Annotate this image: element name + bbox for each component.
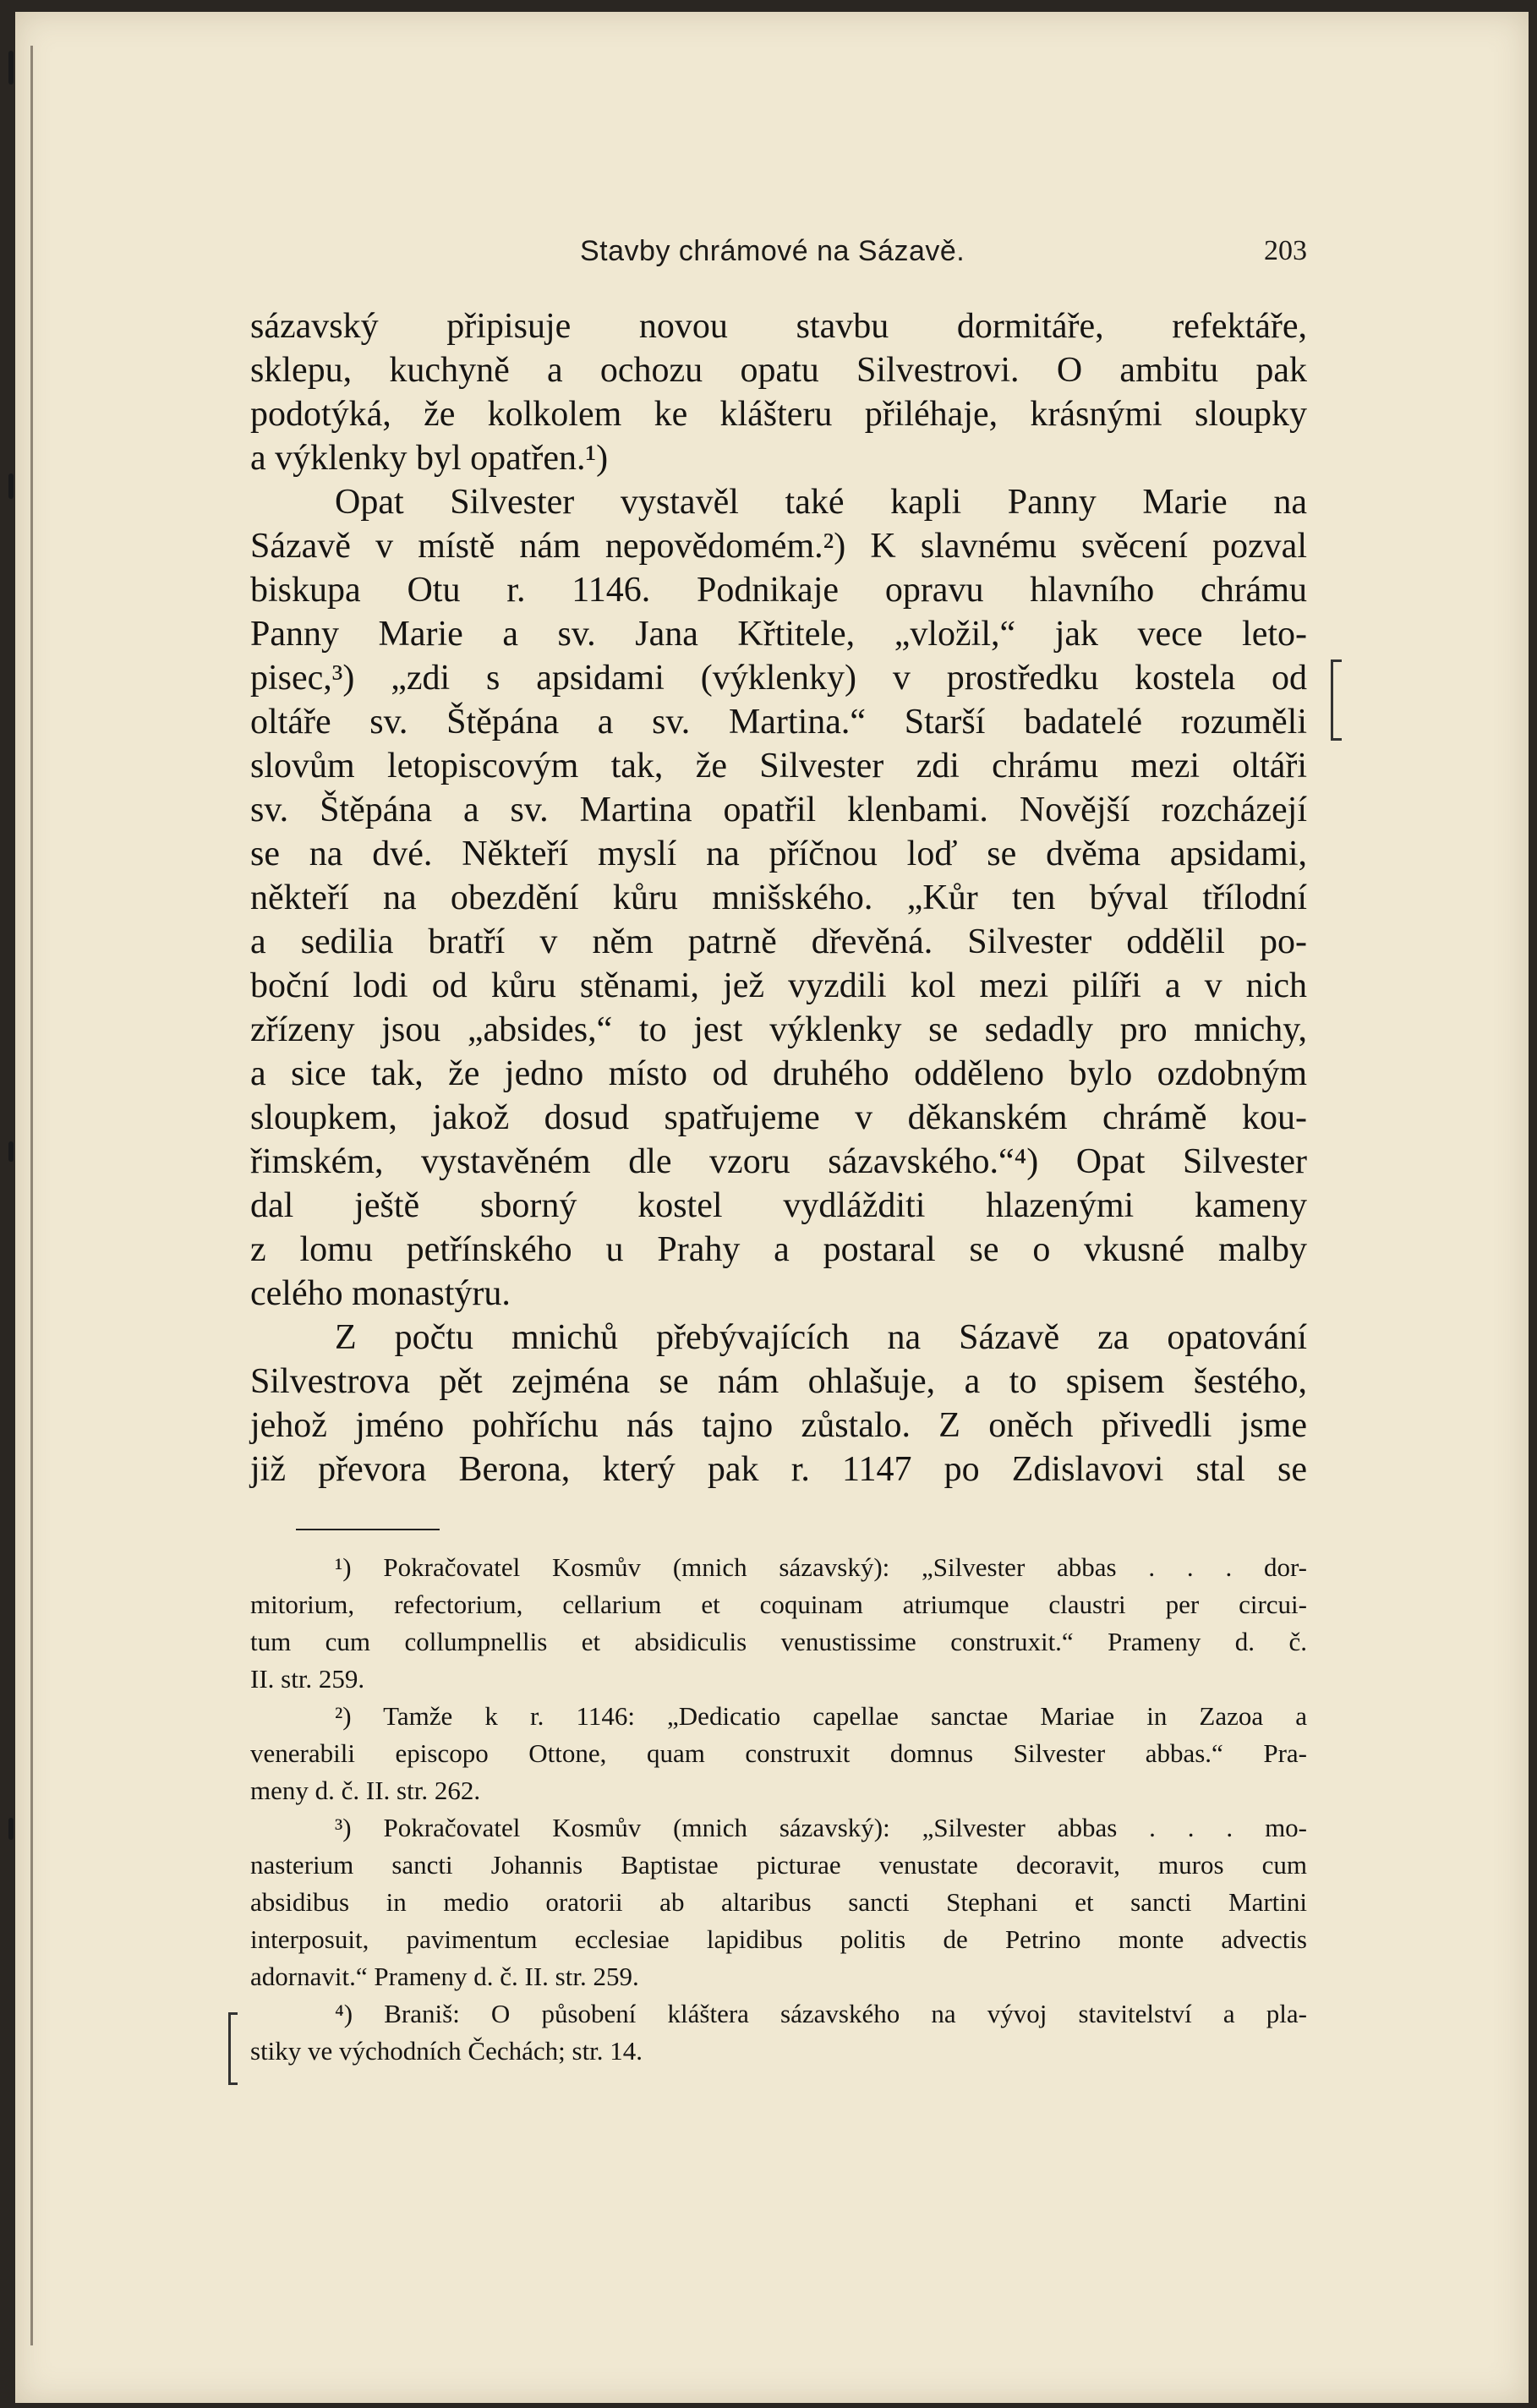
footnote-line: meny d. č. II. str. 262. <box>250 1776 481 1805</box>
text-line: Panny Marie a sv. Jana Křtitele, „vložil,“ jak vece leto- <box>250 615 1307 654</box>
footnote-line: tum cum collumpnellis et absidiculis venustissime construxit.“ Prameny d. č. <box>250 1627 1307 1656</box>
footnote-line: ⁴) Braniš: O působení kláštera sázavského na vývoj stavitelství a pla- <box>335 1999 1307 2028</box>
text-line: slovům letopiscovým tak, že Silvester zdi chrámu mezi oltáři <box>250 747 1307 785</box>
text-line: boční lodi od kůru stěnami, jež vyzdili kol mezi pilíři a v nich <box>250 966 1307 1005</box>
text-line: řimském, vystavěném dle vzoru sázavského.“⁴) Opat Silvester <box>250 1142 1307 1181</box>
footnote-line: stiky ve východních Čechách; str. 14. <box>250 2036 643 2066</box>
text-line: a výklenky byl opatřen.¹) <box>250 439 609 478</box>
footnote-line: mitorium, refectorium, cellarium et coquinam atriumque claustri per circui- <box>250 1590 1307 1619</box>
text-line: z lomu petřínského u Prahy a postaral se o vkusné malby <box>250 1230 1307 1269</box>
text-line: sv. Štěpána a sv. Martina opatřil klenbami. Novější rozcházejí <box>250 791 1307 829</box>
text-line: se na dvé. Někteří myslí na příčnou loď se dvěma apsidami, <box>250 835 1307 873</box>
text-line: celého monastýru. <box>250 1274 511 1313</box>
footnote-line: absidibus in medio oratorii ab altaribus sancti Stephani et sancti Martini <box>250 1887 1307 1917</box>
margin-bracket <box>228 2012 238 2085</box>
footnote-line: venerabili episcopo Ottone, quam construxit domnus Silvester abbas.“ Pra- <box>250 1738 1307 1768</box>
margin-bracket <box>1331 659 1342 741</box>
text-line: sázavský připisuje novou stavbu dormitáře, refektáře, <box>250 307 1307 346</box>
text-line: Opat Silvester vystavěl také kapli Panny Marie na <box>335 483 1307 522</box>
text-line: dal ještě sborný kostel vydlážditi hlazenými kameny <box>250 1186 1307 1225</box>
page-number: 203 <box>1264 235 1307 266</box>
text-line: již převora Berona, který pak r. 1147 po Zdislavovi stal se <box>250 1450 1307 1489</box>
running-title: Stavby chrámové na Sázavě. <box>580 235 965 267</box>
text-line: zřízeny jsou „absides,“ to jest výklenky se sedadly pro mnichy, <box>250 1010 1307 1049</box>
footnote-line: ³) Pokračovatel Kosmův (mnich sázavský): „Silvester abbas . . . mo- <box>335 1813 1307 1842</box>
footnote-line: adornavit.“ Prameny d. č. II. str. 259. <box>250 1962 639 1991</box>
margin-mark <box>8 473 14 499</box>
footnote-line: ²) Tamže k r. 1146: „Dedicatio capellae sanctae Mariae in Zazoa a <box>335 1701 1307 1731</box>
footnote-line: interposuit, pavimentum ecclesiae lapidibus politis de Petrino monte advectis <box>250 1924 1307 1954</box>
footnote-line: ¹) Pokračovatel Kosmův (mnich sázavský): „Silvester abbas . . . dor- <box>335 1552 1307 1582</box>
text-line: podotýká, že kolkolem ke klášteru přiléhaje, krásnými sloupky <box>250 395 1307 434</box>
margin-mark <box>8 51 14 85</box>
text-line: oltáře sv. Štěpána a sv. Martina.“ Starší badatelé rozuměli <box>250 703 1307 742</box>
margin-mark <box>8 1141 14 1162</box>
text-line: sloupkem, jakož dosud spatřujeme v děkanském chrámě kou- <box>250 1098 1307 1137</box>
text-line: biskupa Otu r. 1146. Podnikaje opravu hlavního chrámu <box>250 571 1307 610</box>
footnote-line: nasterium sancti Johannis Baptistae picturae venustate decoravit, muros cum <box>250 1850 1307 1880</box>
text-line: Sázavě v místě nám nepovědomém.²) K slavnému svěcení pozval <box>250 527 1307 566</box>
footnote-line: II. str. 259. <box>250 1664 365 1694</box>
margin-mark <box>8 1818 14 1840</box>
text-line: někteří na obezdění kůru mnišského. „Kůr ten býval třílodní <box>250 878 1307 917</box>
main-text <box>250 304 1307 1491</box>
text-line: pisec,³) „zdi s apsidami (výklenky) v prostředku kostela od <box>250 659 1307 698</box>
text-line: jehož jméno pohříchu nás tajno zůstalo. Z oněch přivedli jsme <box>250 1406 1307 1445</box>
running-header <box>250 235 1307 277</box>
footnote-rule <box>296 1529 440 1530</box>
text-line: Silvestrova pět zejména se nám ohlašuje, a to spisem šestého, <box>250 1362 1307 1401</box>
text-line: Z počtu mnichů přebývajících na Sázavě za opatování <box>335 1318 1307 1357</box>
footnotes <box>250 1549 1307 2070</box>
text-line: a sice tak, že jedno místo od druhého odděleno bylo ozdobným <box>250 1054 1307 1093</box>
page-edge-rule <box>30 46 33 2345</box>
text-line: a sedilia bratří v něm patrně dřevěná. Silvester oddělil po- <box>250 922 1307 961</box>
text-line: sklepu, kuchyně a ochozu opatu Silvestrovi. O ambitu pak <box>250 351 1307 390</box>
